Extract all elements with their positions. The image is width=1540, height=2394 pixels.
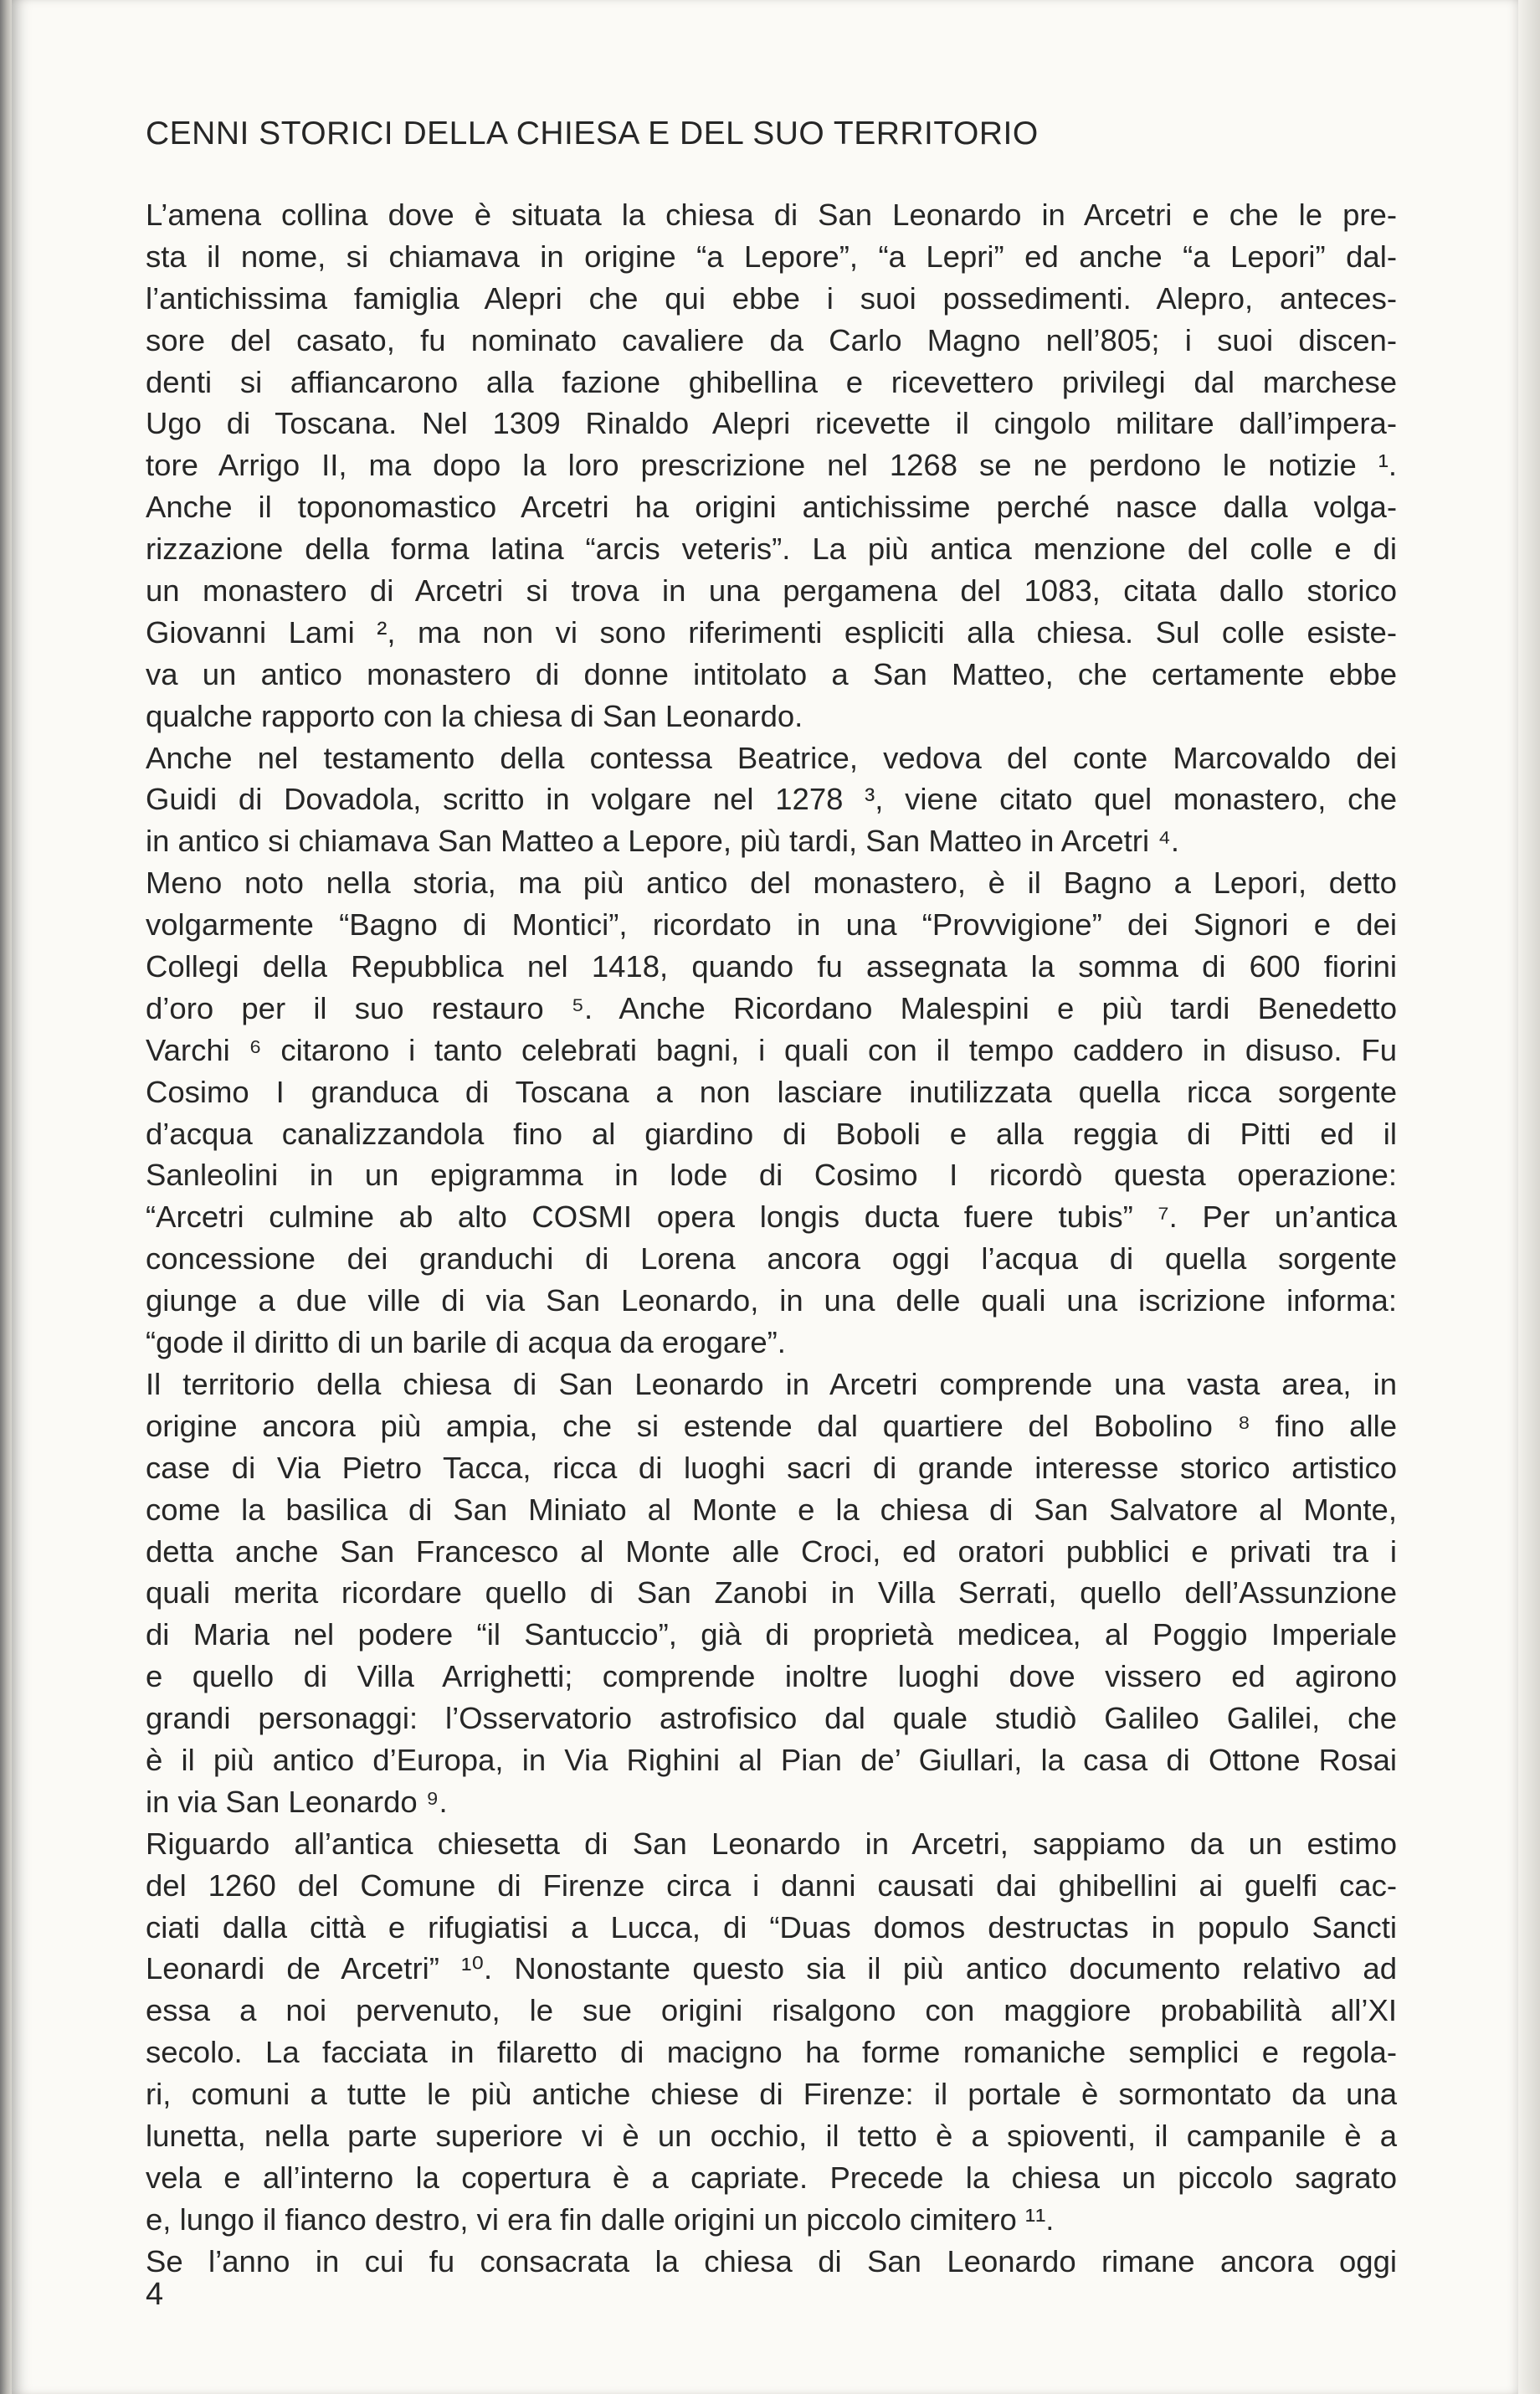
text-line: L’amena collina dove è situata la chiesa di San Leonardo in Arcetri e che le pre- [146, 198, 1397, 232]
text-line: e, lungo il fianco destro, vi era fin dalle origini un piccolo cimitero ¹¹. [146, 2201, 1055, 2237]
text-line: un monastero di Arcetri si trova in una pergamena del 1083, citata dallo storico [146, 573, 1397, 609]
text-line: “gode il diritto di un barile di acqua da erogare”. [146, 1325, 786, 1360]
text-line: quali merita ricordare quello di San Zanobi in Villa Serrati, quello dell’Assunzione [146, 1575, 1397, 1611]
text-line: ri, comuni a tutte le più antiche chiese di Firenze: il portale è sormontato da una [146, 2077, 1397, 2112]
document-page [12, 0, 1518, 2394]
text-line: vela e all’interno la copertura è a capriate. Precede la chiesa un piccolo sagrato [146, 2160, 1397, 2195]
text-line: Se l’anno in cui fu consacrata la chiesa di San Leonardo rimane ancora oggi [146, 2243, 1397, 2278]
text-line: Leonardi de Arcetri” ¹⁰. Nonostante questo sia il più antico documento relativo ad [146, 1951, 1397, 1986]
text-line: va un antico monastero di donne intitolato a San Matteo, che certamente ebbe [146, 656, 1397, 691]
text-line: Giovanni Lami ², ma non vi sono riferimenti espliciti alla chiesa. Sul colle esiste- [146, 614, 1397, 650]
text-line: è il più antico d’Europa, in Via Righini al Pian de’ Giullari, la casa di Ottone Rosai [146, 1742, 1397, 1777]
page-binding-edge [0, 0, 12, 2394]
text-line: sore del casato, fu nominato cavaliere da Carlo Magno nell’805; i suoi discen- [146, 322, 1397, 357]
text-line: giunge a due ville di via San Leonardo, in una delle quali una iscrizione informa: [146, 1283, 1397, 1318]
text-line: Riguardo all’antica chiesetta di San Leonardo in Arcetri, sappiamo da un estimo [146, 1826, 1397, 1861]
text-line: volgarmente “Bagno di Montici”, ricordato in una “Provvigione” dei Signori e dei [146, 907, 1397, 943]
text-line: origine ancora più ampia, che si estende dal quartiere del Bobolino ⁸ fino alle [146, 1408, 1397, 1443]
text-line: concessione dei granduchi di Lorena ancora oggi l’acqua di quella sorgente [146, 1241, 1397, 1277]
text-line: essa a noi pervenuto, le sue origini risalgono con maggiore probabilità all’XI [146, 1993, 1397, 2028]
text-line: Ugo di Toscana. Nel 1309 Rinaldo Alepri ricevette il cingolo militare dall’impera- [146, 406, 1397, 441]
text-line: Anche il toponomastico Arcetri ha origini antichissime perché nasce dalla volga- [146, 490, 1397, 525]
text-line: e quello di Villa Arrighetti; comprende inoltre luoghi dove vissero ed agirono [146, 1659, 1397, 1694]
text-line: case di Via Pietro Tacca, ricca di luoghi sacri di grande interesse storico artistico [146, 1450, 1397, 1485]
text-line: Anche nel testamento della contessa Beatrice, vedova del conte Marcovaldo dei [146, 740, 1397, 775]
text-line: “Arcetri culmine ab alto COSMI opera longis ducta fuere tubis” ⁷. Per un’antica [146, 1200, 1397, 1235]
text-line: secolo. La facciata in filaretto di macigno ha forme romaniche semplici e regola- [146, 2035, 1397, 2070]
text-line: Il territorio della chiesa di San Leonardo in Arcetri comprende una vasta area, in [146, 1366, 1397, 1401]
text-line: Sanleolini in un epigramma in lode di Cosimo I ricordò questa operazione: [146, 1158, 1397, 1193]
text-line: ciati dalla città e rifugiatisi a Lucca, di “Duas domos destructas in populo Sancti [146, 1909, 1397, 1944]
text-line: Collegi della Repubblica nel 1418, quando fu assegnata la somma di 600 fiorini [146, 949, 1397, 984]
page-right-edge [1518, 0, 1540, 2394]
text-line: grandi personaggi: l’Osservatorio astrofisico dal quale studiò Galileo Galilei, che [146, 1701, 1397, 1736]
text-line: l’antichissima famiglia Alepri che qui ebbe i suoi possedimenti. Alepro, anteces- [146, 280, 1397, 316]
text-line: qualche rapporto con la chiesa di San Leonardo. [146, 698, 803, 733]
text-line: in via San Leonardo ⁹. [146, 1784, 448, 1819]
text-line: in antico si chiamava San Matteo a Lepore, più tardi, San Matteo in Arcetri ⁴. [146, 824, 1180, 859]
text-line: sta il nome, si chiamava in origine “a Lepore”, “a Lepri” ed anche “a Lepori” dal- [146, 239, 1397, 274]
text-line: del 1260 del Comune di Firenze circa i danni causati dai ghibellini ai guelfi cac- [146, 1867, 1397, 1903]
text-line: Guidi di Dovadola, scritto in volgare nel 1278 ³, viene citato quel monastero, che [146, 782, 1397, 817]
text-line: rizzazione della forma latina “arcis veteris”. La più antica menzione del colle e di [146, 532, 1397, 567]
text-line: Cosimo I granduca di Toscana a non lasciare inutilizzata quella ricca sorgente [146, 1074, 1397, 1109]
text-line: d’acqua canalizzandola fino al giardino di Boboli e alla reggia di Pitti ed il [146, 1116, 1397, 1151]
text-line: Varchi ⁶ citarono i tanto celebrati bagni, i quali con il tempo caddero in disuso. Fu [146, 1032, 1397, 1067]
text-line: di Maria nel podere “il Santuccio”, già di proprietà medicea, al Poggio Imperiale [146, 1617, 1397, 1652]
text-line: detta anche San Francesco al Monte alle Croci, ed oratori pubblici e privati tra i [146, 1533, 1397, 1569]
text-line: Meno noto nella storia, ma più antico del monastero, è il Bagno a Lepori, detto [146, 866, 1397, 901]
text-line: denti si affiancarono alla fazione ghibellina e ricevettero privilegi dal marchese [146, 364, 1397, 399]
text-line: tore Arrigo II, ma dopo la loro prescrizione nel 1268 se ne perdono le notizie ¹. [146, 448, 1397, 483]
page-title: CENNI STORICI DELLA CHIESA E DEL SUO TERRITORIO [146, 116, 1039, 152]
body-text [146, 194, 1397, 2283]
page-number: 4 [146, 2277, 164, 2312]
text-line: lunetta, nella parte superiore vi è un occhio, il tetto è a spioventi, il campanile è a [146, 2118, 1397, 2153]
text-line: come la basilica di San Miniato al Monte e la chiesa di San Salvatore al Monte, [146, 1492, 1397, 1527]
text-line: d’oro per il suo restauro ⁵. Anche Ricordano Malespini e più tardi Benedetto [146, 990, 1397, 1025]
